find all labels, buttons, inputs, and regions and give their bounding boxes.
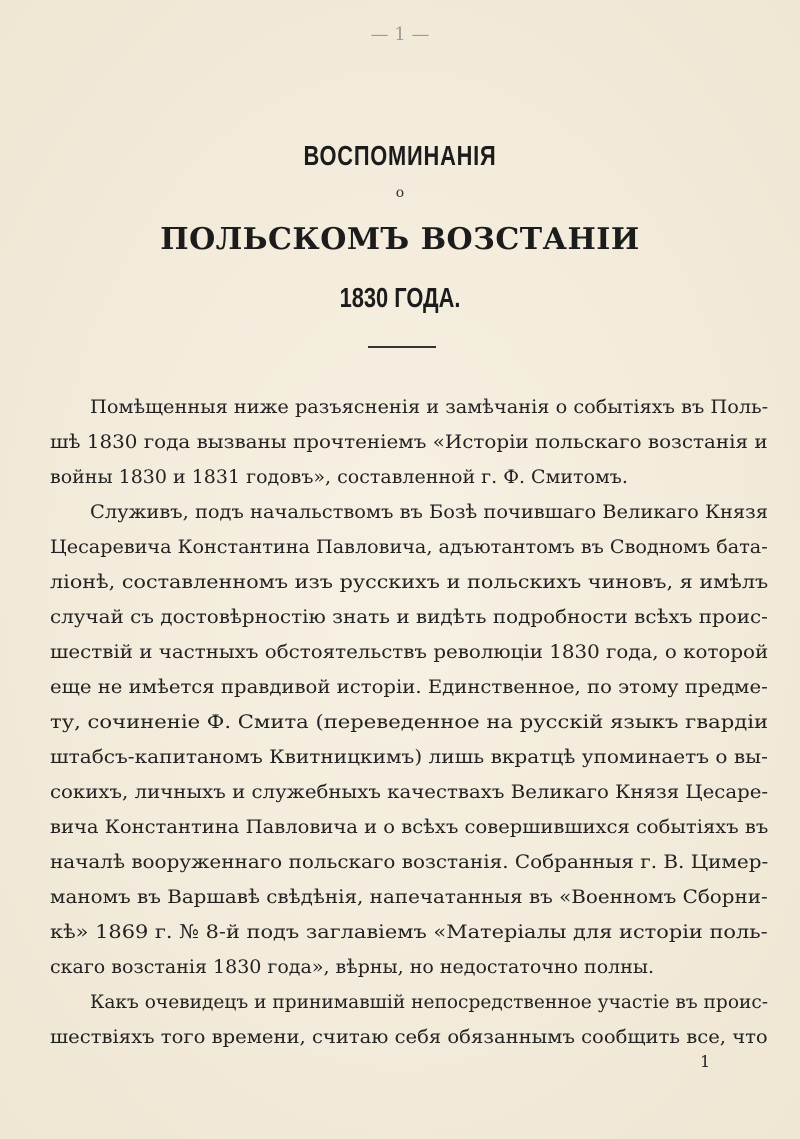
title-connector: о (395, 185, 405, 201)
body-text (50, 390, 768, 1055)
text-line: еще не имѣется правдивой исторіи. Единственное, по этому предме- (50, 676, 768, 698)
title-divider (368, 346, 436, 348)
text-line: случай съ достовѣрностію знать и видѣть подробности всѣхъ проис- (50, 606, 768, 628)
text-line: Цесаревича Константина Павловича, адъютантомъ въ Сводномъ бата- (50, 536, 768, 558)
text-line: сокихъ, личныхъ и служебныхъ качествахъ Великаго Князя Цесаре- (50, 781, 768, 803)
text-line: шѣ 1830 года вызваны прочтеніемъ «Исторіи польскаго возстанія и (50, 431, 768, 453)
text-line: Служивъ, подъ начальствомъ въ Бозѣ почившаго Великаго Князя (90, 501, 768, 523)
document-year: 1830 ГОДА. (339, 282, 461, 313)
text-line: шествій и частныхъ обстоятельствъ революціи 1830 года, о которой (50, 641, 768, 663)
page-number: 1 (700, 1052, 711, 1071)
text-line: вича Константина Павловича и о всѣхъ совершившихся событіяхъ въ (50, 816, 768, 838)
text-line: скаго возстанія 1830 года», вѣрны, но недостаточно полны. (50, 956, 655, 978)
text-line: Помѣщенныя ниже разъясненія и замѣчанія о событіяхъ въ Поль- (90, 396, 768, 418)
document-subtitle: ПОЛЬСКОМЪ ВОЗСТАНІИ (160, 222, 640, 257)
text-line: ту, сочиненіе Ф. Смита (переведенное на русскій языкъ гвардіи (50, 711, 768, 733)
text-line: началѣ вооруженнаго польскаго возстанія. Собранныя г. В. Цимер- (50, 851, 768, 873)
text-line: шествіяхъ того времени, считаю себя обязаннымъ сообщить все, что (50, 1026, 768, 1048)
document-title: ВОСПОМИНАНІЯ (303, 140, 497, 171)
text-line: Какъ очевидецъ и принимавшій непосредственное участіе въ проис- (90, 991, 768, 1013)
text-line: кѣ» 1869 г. № 8-й подъ заглавіемъ «Матеріалы для исторіи поль- (50, 921, 768, 943)
page-marker: — 1 — (370, 24, 430, 45)
text-line: войны 1830 и 1831 годовъ», составленной г. Ф. Смитомъ. (50, 466, 628, 488)
text-line: штабсъ-капитаномъ Квитницкимъ) лишь вкратцѣ упоминаетъ о вы- (50, 746, 768, 768)
text-line: маномъ въ Варшавѣ свѣдѣнія, напечатанныя въ «Военномъ Сборни- (50, 886, 768, 908)
text-line: ліонѣ, составленномъ изъ русскихъ и польскихъ чиновъ, я имѣлъ (50, 571, 768, 593)
